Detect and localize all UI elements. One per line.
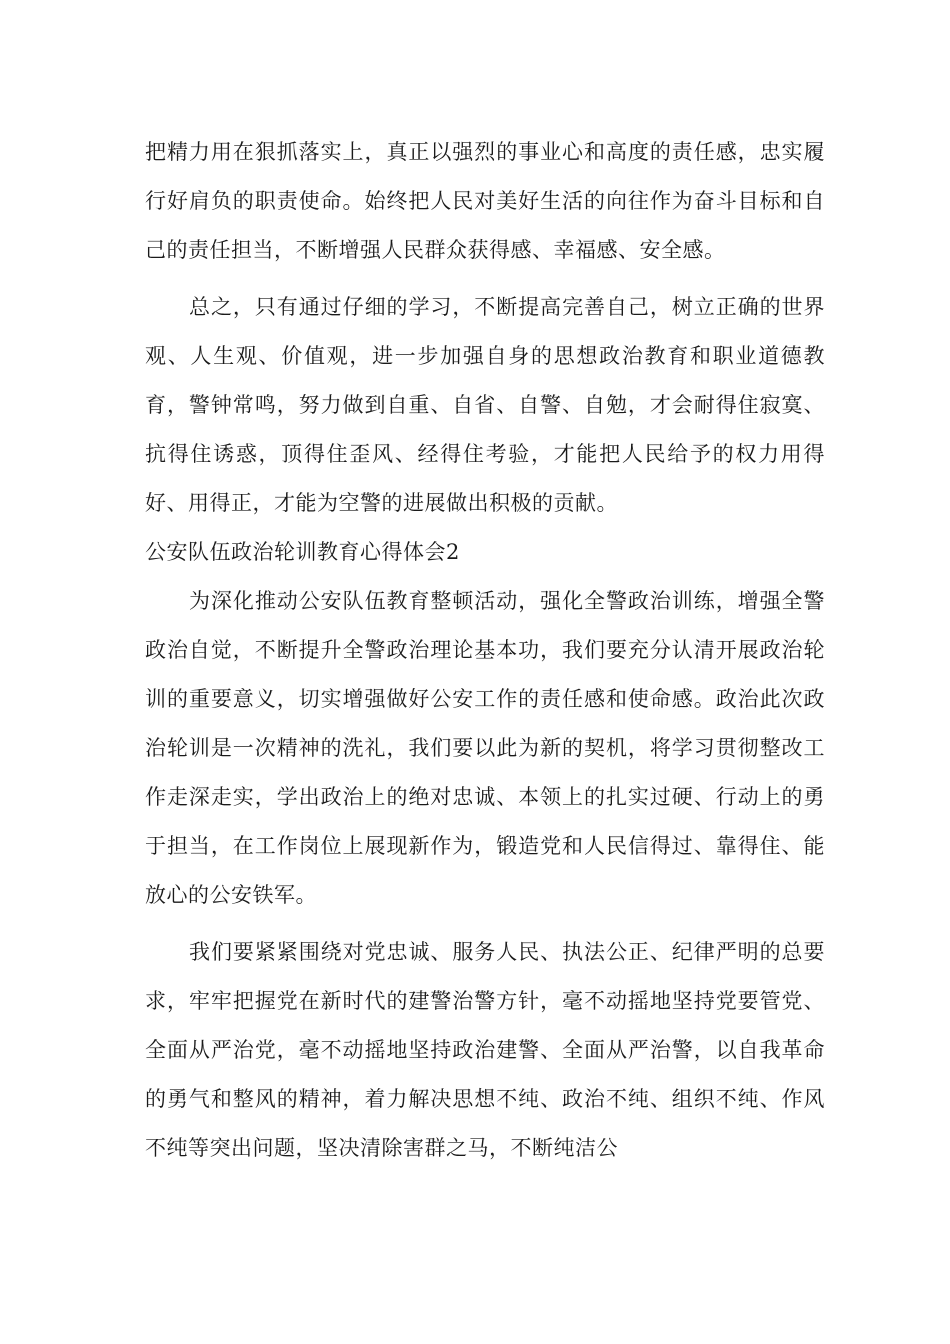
paragraph-continuation: 把精力用在狠抓落实上，真正以强烈的事业心和高度的责任感，忠实履行好肩负的职责使命。始终把人民对美好生活的向往作为奋斗目标和自己的责任担当，不断增强人民群众获得感、幸福感、安全感。 xyxy=(145,140,825,262)
paragraph-conclusion: 总之，只有通过仔细的学习，不断提高完善自己，树立正确的世界观、人生观、价值观，进一步加强自身的思想政治教育和职业道德教育，警钟常鸣，努力做到自重、自省、自警、自勉，才会耐得住寂寞、抗得住诱惑，顶得住歪风、经得住考验，才能把人民给予的权力用得好、用得正，才能为空警的进展做出积极的贡献。 xyxy=(145,295,825,515)
paragraph-section-body: 我们要紧紧围绕对党忠诚、服务人民、执法公正、纪律严明的总要求，牢牢把握党在新时代的建警治警方针，毫不动摇地坚持党要管党、全面从严治党，毫不动摇地坚持政治建警、全面从严治警，以自我革命的勇气和整风的精神，着力解决思想不纯、政治不纯、组织不纯、作风不纯等突出问题，坚决清除害群之马，不断纯洁公 xyxy=(145,940,825,1160)
document-page xyxy=(145,128,825,1173)
section-heading: 公安队伍政治轮训教育心得体会2 xyxy=(145,540,460,564)
paragraph-section-intro: 为深化推动公安队伍教育整顿活动，强化全警政治训练，增强全警政治自觉，不断提升全警政治理论基本功，我们要充分认清开展政治轮训的重要意义，切实增强做好公安工作的责任感和使命感。政治此次政治轮训是一次精神的洗礼，我们要以此为新的契机，将学习贯彻整改工作走深走实，学出政治上的绝对忠诚、本领上的扎实过硬、行动上的勇于担当，在工作岗位上展现新作为，锻造党和人民信得过、靠得住、能放心的公安铁军。 xyxy=(145,589,825,907)
